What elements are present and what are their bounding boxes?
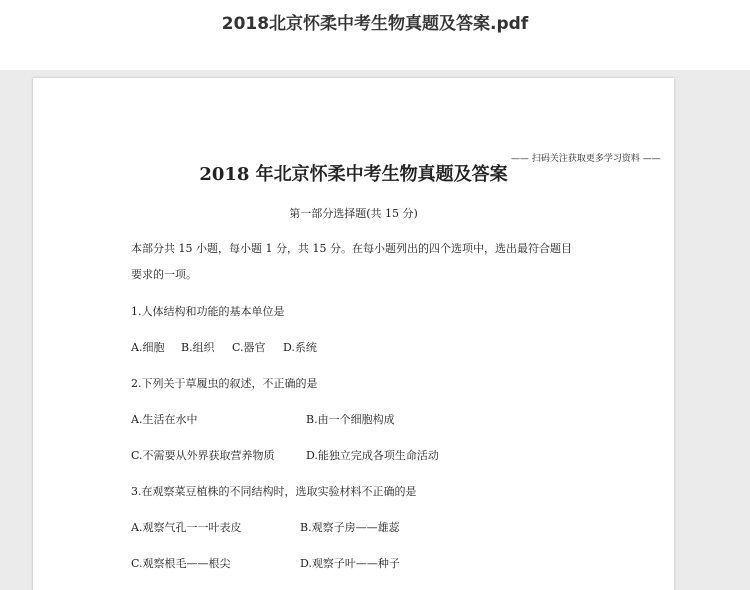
section-heading: 第一部分选择题(共 15 分): [289, 207, 418, 220]
question-1-option-c: C.器官: [232, 341, 266, 354]
page-title: 2018 年北京怀柔中考生物真题及答案: [199, 164, 508, 185]
question-3-option-b: B.观察子房——雄蕊: [300, 521, 400, 534]
question-2-stem: 2.下列关于草履虫的叙述，不正确的是: [131, 377, 318, 390]
question-2-option-c: C.不需要从外界获取营养物质: [131, 449, 275, 462]
viewer-header: [0, 0, 750, 70]
intro-line-1: 本部分共 15 小题，每小题 1 分，共 15 分。在每小题列出的四个选项中，选出最符合题目: [131, 242, 572, 255]
question-3-option-a: A.观察气孔一一叶表皮: [131, 521, 242, 534]
question-2-option-b: B.由一个细胞构成: [306, 413, 395, 426]
question-3-option-d: D.观察子叶——种子: [300, 557, 400, 570]
question-1-stem: 1.人体结构和功能的基本单位是: [131, 305, 285, 318]
watermark-text: —— 扫码关注获取更多学习资料 ——: [511, 154, 661, 164]
document-title: 2018北京怀柔中考生物真题及答案.pdf: [221, 14, 529, 34]
question-3-stem: 3.在观察菜豆植株的不同结构时，选取实验材料不正确的是: [131, 485, 417, 498]
question-2-option-a: A.生活在水中: [131, 413, 198, 426]
question-1-option-a: A.细胞: [131, 341, 165, 354]
intro-line-2: 要求的一项。: [131, 268, 197, 281]
question-1-option-d: D.系统: [283, 341, 317, 354]
question-3-option-c: C.观察根毛——根尖: [131, 557, 231, 570]
question-2-option-d: D.能独立完成各项生命活动: [306, 449, 439, 462]
question-1-option-b: B.组织: [181, 341, 215, 354]
pdf-page: [33, 78, 674, 590]
